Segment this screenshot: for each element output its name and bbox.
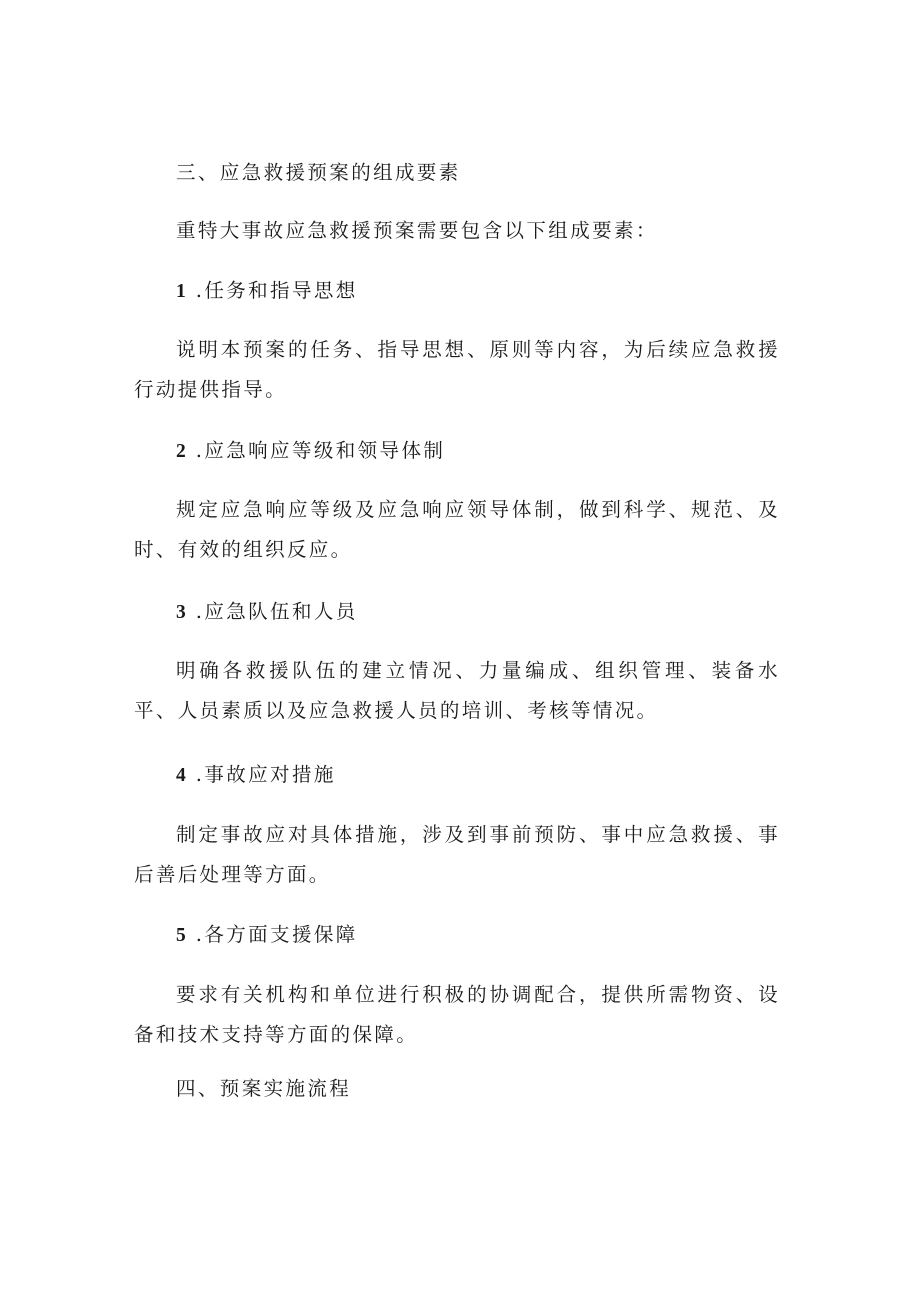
item-title-1: .任务和指导思想: [195, 279, 358, 302]
item-number-1: 1: [176, 281, 186, 302]
item-heading-1: [176, 278, 358, 305]
intro-text: 重特大事故应急救援预案需要包含以下组成要素：: [176, 219, 658, 242]
item-title-2: .应急响应等级和领导体制: [195, 439, 446, 462]
section-heading: 四、预案实施流程: [176, 1077, 352, 1100]
item-heading-3: [176, 599, 358, 626]
item-heading-5: [176, 922, 358, 949]
item-number-4: 4: [176, 765, 186, 786]
item-title-4: .事故应对措施: [195, 763, 336, 786]
section-heading: 三、应急救援预案的组成要素: [176, 161, 461, 184]
item-body-5: 要求有关机构和单位进行积极的协调配合，提供所需物资、设备和技术支持等方面的保障。: [134, 983, 780, 1046]
item-number-2: 2: [176, 441, 186, 462]
item-body-1: 说明本预案的任务、指导思想、原则等内容，为后续应急救援行动提供指导。: [134, 338, 780, 401]
item-number-5: 5: [176, 925, 186, 946]
item-number-3: 3: [176, 602, 186, 623]
item-heading-2: [176, 438, 445, 465]
item-title-3: .应急队伍和人员: [195, 600, 358, 623]
item-body-3: 明确各救援队伍的建立情况、力量编成、组织管理、装备水平、人员素质以及应急救援人员的培训、考核等情况。: [134, 659, 780, 722]
item-body-4: 制定事故应对具体措施，涉及到事前预防、事中应急救援、事后善后处理等方面。: [134, 823, 780, 886]
item-heading-4: [176, 762, 336, 789]
item-title-5: .各方面支援保障: [195, 923, 358, 946]
item-body-2: 规定应急响应等级及应急响应领导体制，做到科学、规范、及时、有效的组织反应。: [134, 498, 780, 561]
